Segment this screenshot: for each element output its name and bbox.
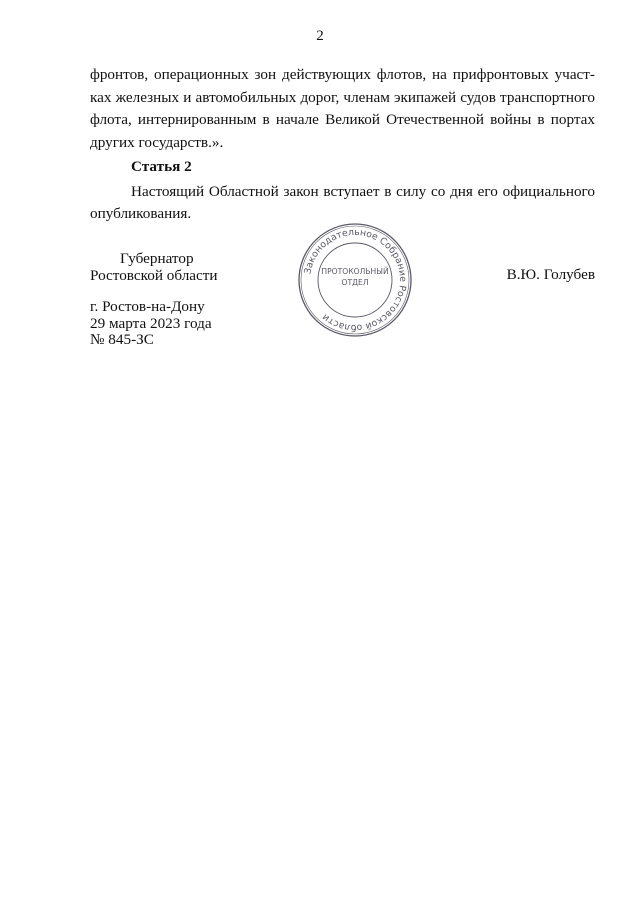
stamp-inner-line2: ОТДЕЛ <box>341 278 369 287</box>
body-paragraph <box>90 64 595 154</box>
place-date-block <box>90 299 212 349</box>
signer-title-line1: Губернатор <box>120 250 194 267</box>
signer-title-line2: Ростовской области <box>90 267 218 284</box>
stamp-inner-line1: ПРОТОКОЛЬНЫЙ <box>321 267 389 276</box>
signer-name: В.Ю. Голубев <box>506 266 595 283</box>
body-line: флота, интернированным в начале Великой Отечественной войны в портах <box>90 111 595 128</box>
body-line: фронтов, операционных зон действующих флотов, на прифронтовых участ- <box>90 66 595 83</box>
stamp-outer-textpath: Законодательное Собрание Ростовской области <box>302 226 409 334</box>
body-line: других государств.». <box>90 133 224 151</box>
page-number: 2 <box>316 28 324 44</box>
body-line: ках железных и автомобильных дорог, членам экипажей судов транспортного <box>90 88 595 106</box>
article-paragraph <box>90 181 595 225</box>
article-line: опубликования. <box>90 205 192 222</box>
city: г. Ростов-на-Дону <box>90 298 205 315</box>
signer-title <box>90 250 225 284</box>
date: 29 марта 2023 года <box>90 314 212 332</box>
law-number: № 845-ЗС <box>90 331 154 348</box>
article-heading: Статья 2 <box>131 158 192 175</box>
article-line: Настоящий Областной закон вступает в силу со дня его официального <box>131 183 595 200</box>
official-stamp <box>297 222 413 338</box>
